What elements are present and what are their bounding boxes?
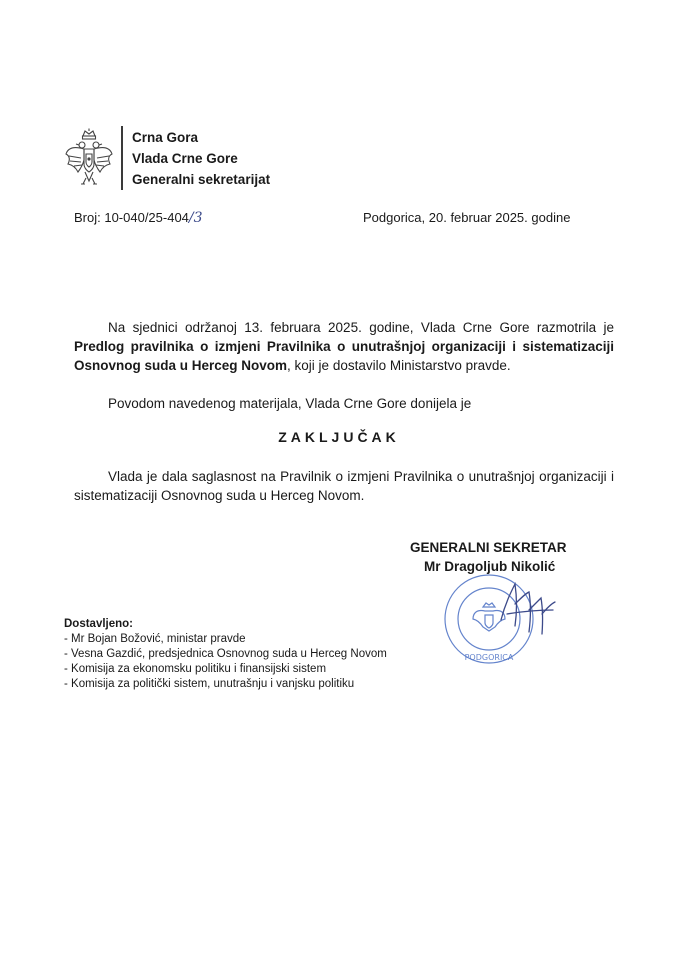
distribution-item: - Komisija za politički sistem, unutrašnju i vanjsku politiku: [64, 678, 355, 690]
distribution-title: Dostavljeno:: [64, 618, 134, 630]
issuer-government: Vlada Crne Gore: [132, 151, 238, 166]
coat-of-arms-icon: [64, 128, 114, 190]
reference-handwritten-number: 3: [193, 210, 203, 226]
issuer-block: [132, 127, 270, 190]
issuer-office: Generalni sekretarijat: [132, 172, 271, 187]
paragraph-conclusion: [74, 467, 614, 505]
stamp-city: PODGORICA: [464, 653, 514, 662]
header-divider: [121, 126, 123, 190]
distribution-item: - Mr Bojan Božović, ministar pravde: [64, 633, 246, 645]
signatory-title: GENERALNI SEKRETAR: [410, 540, 567, 555]
paragraph-session-outro: , koji je dostavilo Ministarstvo pravde.: [287, 358, 511, 373]
paragraph-decision-intro: Povodom navedenog materijala, Vlada Crne Gore donijela je: [108, 396, 472, 411]
paragraph-session: [74, 318, 614, 375]
distribution-item: - Komisija za ekonomsku politiku i finansijski sistem: [64, 663, 327, 675]
handwritten-signature: [495, 574, 575, 640]
reference-number: Broj: 10-040/25-404/3: [74, 210, 203, 226]
issuer-country: Crna Gora: [132, 130, 199, 145]
paragraph-conclusion-text: Vlada je dala saglasnost na Pravilnik o izmjeni Pravilnika o unutrašnjoj organizaciji i sistematizaciji Osnovnog suda u Herceg Novom.: [74, 469, 614, 503]
paragraph-session-subject: Predlog pravilnika o izmjeni Pravilnika o unutrašnjoj organizaciji i sistematizaciji Osnovnog suda u Herceg Novom: [74, 339, 614, 373]
signatory-name: Mr Dragoljub Nikolić: [424, 559, 556, 574]
distribution-item: - Vesna Gazdić, predsjednica Osnovnog suda u Herceg Novom: [64, 648, 387, 660]
conclusion-heading: ZAKLJUČAK: [278, 429, 400, 445]
paragraph-session-intro: Na sjednici održanoj 13. februara 2025. godine, Vlada Crne Gore razmotrila je: [108, 320, 614, 335]
distribution-list: [64, 632, 387, 692]
document-date: Podgorica, 20. februar 2025. godine: [363, 210, 571, 225]
reference-number-text: Broj: 10-040/25-404: [74, 210, 189, 225]
